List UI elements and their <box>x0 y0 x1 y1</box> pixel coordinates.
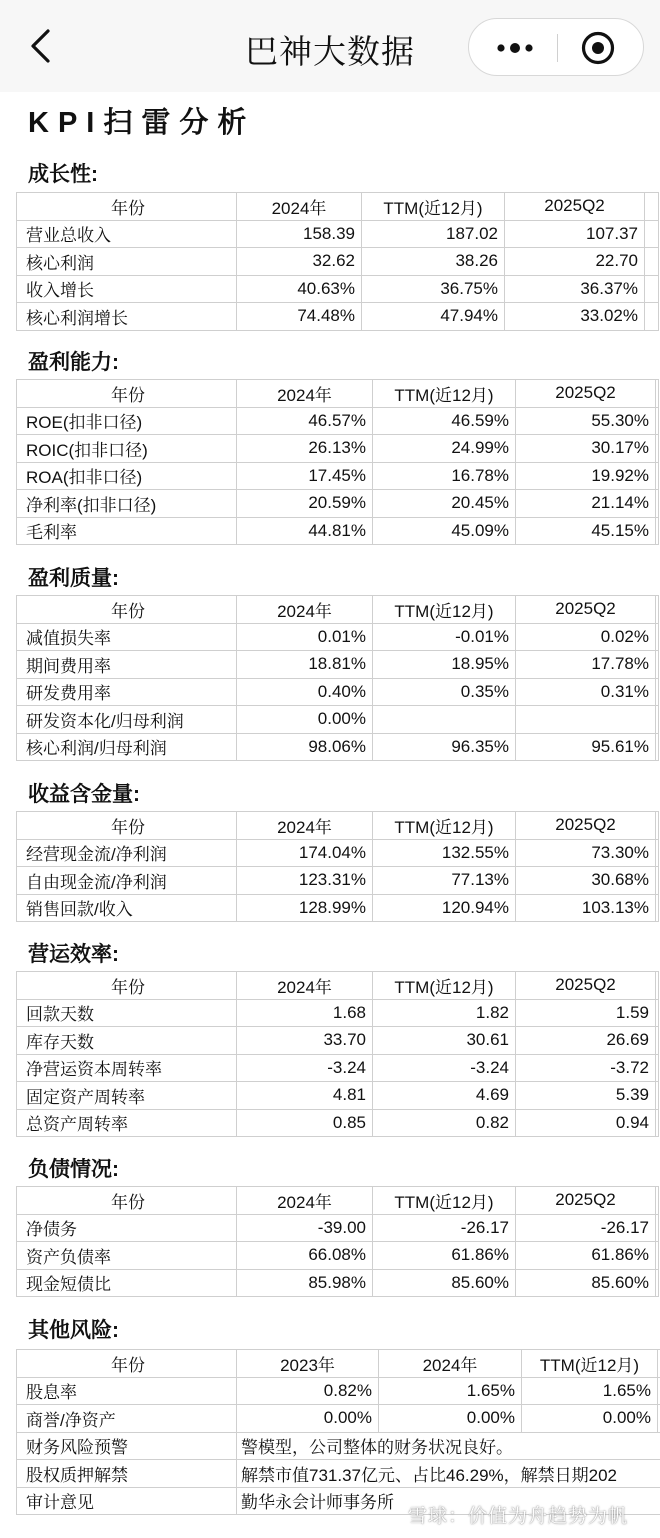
table-row <box>17 1405 660 1433</box>
header-cell: TTM(近12月) <box>373 380 516 408</box>
value-cell: 107.37 <box>505 220 645 248</box>
table-row <box>17 407 659 435</box>
value-cell: 174.04% <box>237 839 373 867</box>
row-label: 财务风险预警 <box>17 1432 237 1460</box>
value-cell: 40.63% <box>237 275 362 303</box>
table-row <box>17 1460 660 1488</box>
value-cell: 30.68% <box>516 867 656 895</box>
section-title-efficiency: 营运效率: <box>28 943 119 966</box>
edge-cell <box>656 1082 659 1110</box>
table-row <box>17 706 659 734</box>
edge-cell <box>656 407 659 435</box>
target-circle-icon[interactable] <box>580 30 616 66</box>
value-cell: 74.48% <box>237 303 362 331</box>
value-cell: 85.60% <box>373 1269 516 1297</box>
row-label: ROIC(扣非口径) <box>17 435 237 463</box>
header-cell: TTM(近12月) <box>362 193 505 221</box>
edge-cell <box>656 867 659 895</box>
table-row <box>17 462 659 490</box>
row-label: 销售回款/收入 <box>17 894 237 922</box>
header-cell: 2024年 <box>379 1350 522 1378</box>
table-row <box>17 894 659 922</box>
section-title-cash: 收益含金量: <box>28 783 140 806</box>
row-label: 减值损失率 <box>17 623 237 651</box>
value-cell: 46.59% <box>373 407 516 435</box>
row-label: 核心利润 <box>17 248 237 276</box>
value-cell: 26.69 <box>516 1027 656 1055</box>
edge-cell <box>656 651 659 679</box>
row-label: 固定资产周转率 <box>17 1082 237 1110</box>
edge-cell <box>656 1027 659 1055</box>
edge-cell <box>656 1187 659 1215</box>
more-dots-icon[interactable] <box>489 33 541 63</box>
value-cell: 120.94% <box>373 894 516 922</box>
header-cell: TTM(近12月) <box>373 812 516 840</box>
top-nav-bar <box>0 0 660 92</box>
table-row <box>17 517 659 545</box>
value-cell: 0.35% <box>373 678 516 706</box>
value-cell: 0.85 <box>237 1109 373 1137</box>
row-label: ROA(扣非口径) <box>17 462 237 490</box>
row-label: 收入增长 <box>17 275 237 303</box>
value-cell: 128.99% <box>237 894 373 922</box>
kpi-table-efficiency <box>16 971 659 1137</box>
capsule-divider <box>557 34 558 62</box>
value-cell: 4.69 <box>373 1082 516 1110</box>
value-cell: 85.60% <box>516 1269 656 1297</box>
table-row <box>17 490 659 518</box>
app-title: 巴神大数据 <box>245 33 415 70</box>
value-cell: 77.13% <box>373 867 516 895</box>
value-cell: 20.59% <box>237 490 373 518</box>
kpi-table-cash <box>16 811 659 922</box>
header-cell: 2025Q2 <box>505 193 645 221</box>
value-cell: 24.99% <box>373 435 516 463</box>
table-row <box>17 678 659 706</box>
table-header-row <box>17 1187 659 1215</box>
table-row <box>17 867 659 895</box>
edge-cell <box>656 462 659 490</box>
value-cell: 0.82 <box>373 1109 516 1137</box>
table-row <box>17 999 659 1027</box>
table-row <box>17 839 659 867</box>
value-cell: 18.81% <box>237 651 373 679</box>
edge-cell <box>656 894 659 922</box>
kpi-table-growth <box>16 192 659 331</box>
value-cell: -3.24 <box>237 1054 373 1082</box>
table-row <box>17 1377 660 1405</box>
table-row <box>17 1027 659 1055</box>
edge-cell <box>645 220 659 248</box>
header-cell: 年份 <box>17 596 237 624</box>
header-cell: 年份 <box>17 812 237 840</box>
header-cell: TTM(近12月) <box>522 1350 658 1378</box>
value-cell: 45.15% <box>516 517 656 545</box>
row-label: 研发资本化/归母利润 <box>17 706 237 734</box>
value-cell: -0.01% <box>373 623 516 651</box>
edge-cell <box>645 193 659 221</box>
value-cell: 0.02% <box>516 623 656 651</box>
value-cell: 0.31% <box>516 678 656 706</box>
value-cell: 123.31% <box>237 867 373 895</box>
value-cell: -26.17 <box>373 1214 516 1242</box>
table-row <box>17 651 659 679</box>
edge-cell <box>656 999 659 1027</box>
value-cell: 1.82 <box>373 999 516 1027</box>
table-row <box>17 733 659 761</box>
value-cell: 22.70 <box>505 248 645 276</box>
header-cell: 年份 <box>17 1350 237 1378</box>
text-value-cell: 勤华永会计师事务所 <box>237 1487 660 1515</box>
table-row <box>17 1242 659 1270</box>
row-label: 自由现金流/净利润 <box>17 867 237 895</box>
value-cell: -3.72 <box>516 1054 656 1082</box>
value-cell: 20.45% <box>373 490 516 518</box>
edge-cell <box>656 1269 659 1297</box>
value-cell: 0.94 <box>516 1109 656 1137</box>
value-cell: 16.78% <box>373 462 516 490</box>
mini-program-capsule <box>468 18 644 76</box>
row-label: 股权质押解禁 <box>17 1460 237 1488</box>
value-cell: 187.02 <box>362 220 505 248</box>
header-cell: TTM(近12月) <box>373 1187 516 1215</box>
value-cell: 0.40% <box>237 678 373 706</box>
table-header-row <box>17 1350 660 1378</box>
row-label: 核心利润增长 <box>17 303 237 331</box>
header-cell: 2025Q2 <box>516 380 656 408</box>
value-cell: 21.14% <box>516 490 656 518</box>
section-title-risk: 其他风险: <box>28 1319 119 1342</box>
row-label: 现金短债比 <box>17 1269 237 1297</box>
row-label: 总资产周转率 <box>17 1109 237 1137</box>
row-label: 研发费用率 <box>17 678 237 706</box>
table-header-row <box>17 812 659 840</box>
value-cell: 0.00% <box>522 1405 658 1433</box>
row-label: 净营运资本周转率 <box>17 1054 237 1082</box>
value-cell: 32.62 <box>237 248 362 276</box>
edge-cell <box>645 275 659 303</box>
table-row <box>17 1082 659 1110</box>
row-label: 股息率 <box>17 1377 237 1405</box>
table-row <box>17 1054 659 1082</box>
header-cell: 2025Q2 <box>516 1187 656 1215</box>
row-label: 库存天数 <box>17 1027 237 1055</box>
row-label: 毛利率 <box>17 517 237 545</box>
value-cell: -3.24 <box>373 1054 516 1082</box>
value-cell <box>516 706 656 734</box>
kpi-table-quality <box>16 595 659 761</box>
value-cell: 1.65% <box>379 1377 522 1405</box>
header-cell: 2025Q2 <box>516 596 656 624</box>
kpi-table-risk <box>16 1349 660 1515</box>
value-cell: 0.00% <box>379 1405 522 1433</box>
kpi-table-debt <box>16 1186 659 1297</box>
edge-cell <box>645 303 659 331</box>
value-cell: 55.30% <box>516 407 656 435</box>
row-label: 商誉/净资产 <box>17 1405 237 1433</box>
header-cell: 年份 <box>17 1187 237 1215</box>
header-cell: 年份 <box>17 972 237 1000</box>
edge-cell <box>656 839 659 867</box>
value-cell: 46.57% <box>237 407 373 435</box>
value-cell: 96.35% <box>373 733 516 761</box>
value-cell: 4.81 <box>237 1082 373 1110</box>
header-cell: 2025Q2 <box>516 812 656 840</box>
header-cell: TTM(近12月) <box>373 596 516 624</box>
row-label: 营业总收入 <box>17 220 237 248</box>
value-cell: 36.75% <box>362 275 505 303</box>
edge-cell <box>656 706 659 734</box>
table-header-row <box>17 193 659 221</box>
table-row <box>17 303 659 331</box>
value-cell: 30.61 <box>373 1027 516 1055</box>
edge-cell <box>656 1242 659 1270</box>
value-cell: 5.39 <box>516 1082 656 1110</box>
row-label: 净债务 <box>17 1214 237 1242</box>
value-cell: 44.81% <box>237 517 373 545</box>
header-cell: 2023年 <box>237 1350 379 1378</box>
value-cell: 33.02% <box>505 303 645 331</box>
edge-cell <box>656 1214 659 1242</box>
edge-cell <box>656 623 659 651</box>
table-row <box>17 1214 659 1242</box>
header-cell: 2024年 <box>237 1187 373 1215</box>
row-label: 回款天数 <box>17 999 237 1027</box>
edge-cell <box>656 1109 659 1137</box>
table-header-row <box>17 972 659 1000</box>
table-row <box>17 275 659 303</box>
section-title-debt: 负债情况: <box>28 1158 119 1181</box>
kpi-table-profitability <box>16 379 659 545</box>
page-heading: KPI扫雷分析 <box>28 107 256 139</box>
edge-cell <box>656 733 659 761</box>
header-cell: 2024年 <box>237 193 362 221</box>
table-header-row <box>17 596 659 624</box>
header-cell: TTM(近12月) <box>373 972 516 1000</box>
value-cell: 158.39 <box>237 220 362 248</box>
header-cell: 2024年 <box>237 596 373 624</box>
row-label: 核心利润/归母利润 <box>17 733 237 761</box>
value-cell: 36.37% <box>505 275 645 303</box>
row-label: 净利率(扣非口径) <box>17 490 237 518</box>
value-cell: -39.00 <box>237 1214 373 1242</box>
value-cell <box>373 706 516 734</box>
table-row <box>17 248 659 276</box>
edge-cell <box>645 248 659 276</box>
text-value-cell: 警模型，公司整体的财务状况良好。 <box>237 1432 660 1460</box>
edge-cell <box>656 435 659 463</box>
value-cell: -26.17 <box>516 1214 656 1242</box>
table-row <box>17 1432 660 1460</box>
edge-cell <box>656 490 659 518</box>
edge-cell <box>656 678 659 706</box>
value-cell: 61.86% <box>516 1242 656 1270</box>
value-cell: 0.00% <box>237 1405 379 1433</box>
value-cell: 95.61% <box>516 733 656 761</box>
value-cell: 47.94% <box>362 303 505 331</box>
value-cell: 17.78% <box>516 651 656 679</box>
table-row <box>17 623 659 651</box>
value-cell: 18.95% <box>373 651 516 679</box>
row-label: 经营现金流/净利润 <box>17 839 237 867</box>
value-cell: 61.86% <box>373 1242 516 1270</box>
value-cell: 19.92% <box>516 462 656 490</box>
value-cell: 66.08% <box>237 1242 373 1270</box>
value-cell: 26.13% <box>237 435 373 463</box>
value-cell: 17.45% <box>237 462 373 490</box>
row-label: 资产负债率 <box>17 1242 237 1270</box>
header-cell: 2024年 <box>237 972 373 1000</box>
header-cell: 年份 <box>17 193 237 221</box>
value-cell: 98.06% <box>237 733 373 761</box>
row-label: 审计意见 <box>17 1487 237 1515</box>
edge-cell <box>656 972 659 1000</box>
edge-cell <box>656 380 659 408</box>
section-title-quality: 盈利质量: <box>28 567 119 590</box>
value-cell: 30.17% <box>516 435 656 463</box>
table-row <box>17 1109 659 1137</box>
text-value-cell: 解禁市值731.37亿元、占比46.29%，解禁日期202 <box>237 1460 660 1488</box>
edge-cell <box>656 596 659 624</box>
value-cell: 45.09% <box>373 517 516 545</box>
value-cell: 0.01% <box>237 623 373 651</box>
value-cell: 1.68 <box>237 999 373 1027</box>
section-title-profitability: 盈利能力: <box>28 351 119 374</box>
value-cell: 1.59 <box>516 999 656 1027</box>
value-cell: 73.30% <box>516 839 656 867</box>
edge-cell <box>656 1054 659 1082</box>
table-header-row <box>17 380 659 408</box>
edge-cell <box>656 517 659 545</box>
value-cell: 0.00% <box>237 706 373 734</box>
value-cell: 132.55% <box>373 839 516 867</box>
table-row <box>17 435 659 463</box>
value-cell: 1.65% <box>522 1377 658 1405</box>
value-cell: 85.98% <box>237 1269 373 1297</box>
table-row <box>17 220 659 248</box>
value-cell: 103.13% <box>516 894 656 922</box>
edge-cell <box>656 812 659 840</box>
value-cell: 38.26 <box>362 248 505 276</box>
header-cell: 2024年 <box>237 812 373 840</box>
table-row <box>17 1269 659 1297</box>
value-cell: 33.70 <box>237 1027 373 1055</box>
row-label: 期间费用率 <box>17 651 237 679</box>
section-title-growth: 成长性: <box>28 163 98 186</box>
header-cell: 2025Q2 <box>516 972 656 1000</box>
value-cell: 0.82% <box>237 1377 379 1405</box>
header-cell: 年份 <box>17 380 237 408</box>
row-label: ROE(扣非口径) <box>17 407 237 435</box>
header-cell: 2024年 <box>237 380 373 408</box>
watermark: 雪球：价值为舟趋势为帆 <box>408 1506 629 1527</box>
